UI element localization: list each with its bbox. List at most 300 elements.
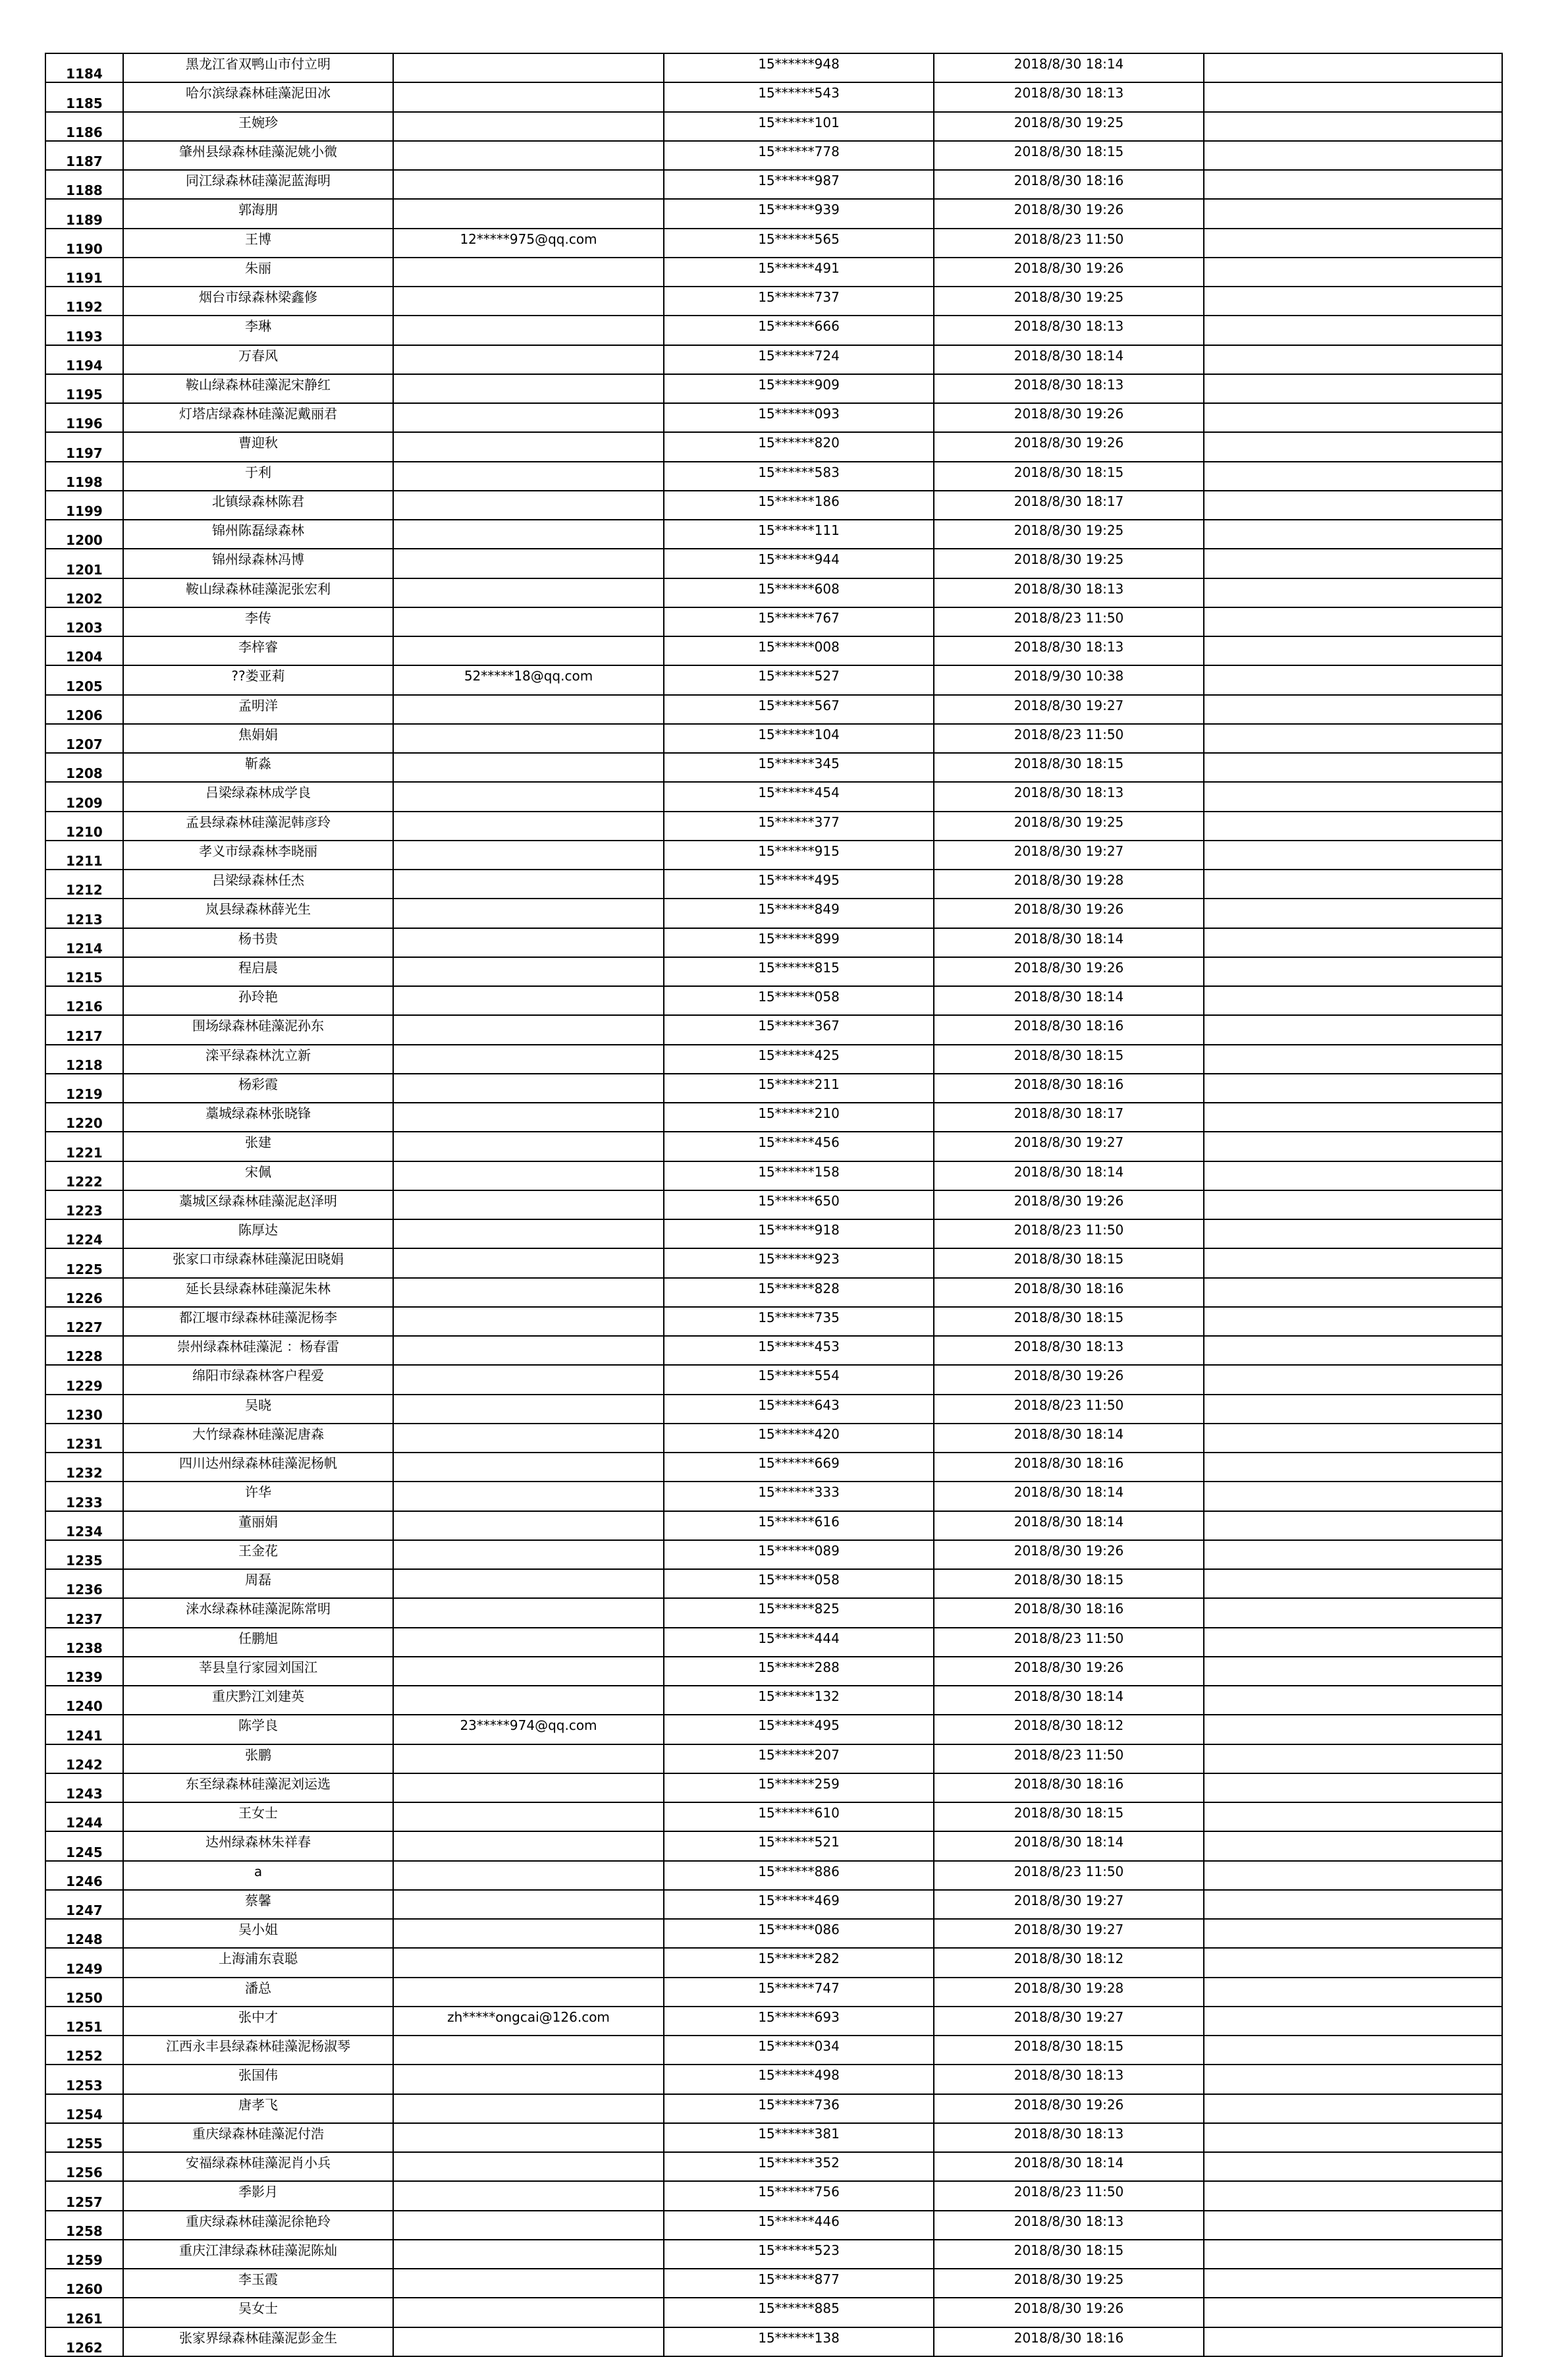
row-number: 1228 — [45, 1336, 123, 1365]
customer-name: 李玉霞 — [123, 2269, 393, 2298]
row-number: 1235 — [45, 1540, 123, 1569]
email-cell — [393, 520, 664, 549]
timestamp-cell: 2018/8/30 18:12 — [934, 1715, 1204, 1744]
row-number: 1225 — [45, 1248, 123, 1277]
phone-cell: 15******333 — [664, 1482, 934, 1511]
row-number: 1192 — [45, 287, 123, 316]
email-cell — [393, 258, 664, 287]
spreadsheet-page — [45, 53, 1501, 2357]
customer-name: 曹迎秋 — [123, 432, 393, 461]
phone-cell: 15******377 — [664, 812, 934, 841]
note-cell — [1204, 1540, 1502, 1569]
phone-cell: 15******554 — [664, 1365, 934, 1394]
row-number: 1184 — [45, 53, 123, 82]
note-cell — [1204, 870, 1502, 899]
timestamp-cell: 2018/8/30 18:16 — [934, 1598, 1204, 1627]
timestamp-cell: 2018/8/30 18:17 — [934, 1103, 1204, 1132]
note-cell — [1204, 1773, 1502, 1802]
timestamp-cell: 2018/8/30 18:14 — [934, 1686, 1204, 1715]
row-number: 1244 — [45, 1802, 123, 1831]
customer-name: 江西永丰县绿森林硅藻泥杨淑琴 — [123, 2036, 393, 2065]
table-row — [45, 753, 1502, 782]
customer-name: 李传 — [123, 607, 393, 636]
table-row — [45, 1569, 1502, 1598]
note-cell — [1204, 753, 1502, 782]
email-cell — [393, 1511, 664, 1540]
phone-cell: 15******207 — [664, 1744, 934, 1773]
table-row — [45, 170, 1502, 199]
customer-name: 唐孝飞 — [123, 2094, 393, 2123]
table-row — [45, 1686, 1502, 1715]
timestamp-cell: 2018/8/23 11:50 — [934, 2181, 1204, 2210]
row-number: 1239 — [45, 1657, 123, 1686]
note-cell — [1204, 812, 1502, 841]
row-number: 1223 — [45, 1190, 123, 1219]
timestamp-cell: 2018/8/30 19:28 — [934, 1978, 1204, 2007]
phone-cell: 15******756 — [664, 2181, 934, 2210]
row-number: 1201 — [45, 549, 123, 578]
row-number: 1258 — [45, 2211, 123, 2240]
note-cell — [1204, 1132, 1502, 1161]
note-cell — [1204, 112, 1502, 141]
timestamp-cell: 2018/8/30 19:25 — [934, 112, 1204, 141]
row-number: 1222 — [45, 1161, 123, 1190]
email-cell — [393, 345, 664, 374]
row-number: 1213 — [45, 899, 123, 928]
email-cell — [393, 1336, 664, 1365]
table-row — [45, 2240, 1502, 2269]
email-cell — [393, 432, 664, 461]
note-cell — [1204, 2269, 1502, 2298]
timestamp-cell: 2018/8/30 18:15 — [934, 1802, 1204, 1831]
note-cell — [1204, 199, 1502, 228]
timestamp-cell: 2018/8/30 18:14 — [934, 53, 1204, 82]
phone-cell: 15******885 — [664, 2298, 934, 2327]
note-cell — [1204, 1657, 1502, 1686]
note-cell — [1204, 1453, 1502, 1482]
timestamp-cell: 2018/8/30 19:26 — [934, 1190, 1204, 1219]
table-row — [45, 841, 1502, 870]
phone-cell: 15******915 — [664, 841, 934, 870]
timestamp-cell: 2018/8/30 18:15 — [934, 141, 1204, 170]
timestamp-cell: 2018/8/30 18:13 — [934, 82, 1204, 111]
timestamp-cell: 2018/8/30 18:13 — [934, 782, 1204, 811]
phone-cell: 15******495 — [664, 1715, 934, 1744]
phone-cell: 15******111 — [664, 520, 934, 549]
email-cell: 52*****18@qq.com — [393, 665, 664, 694]
note-cell — [1204, 578, 1502, 607]
phone-cell: 15******454 — [664, 782, 934, 811]
row-number: 1205 — [45, 665, 123, 694]
row-number: 1237 — [45, 1598, 123, 1627]
phone-cell: 15******288 — [664, 1657, 934, 1686]
note-cell — [1204, 2327, 1502, 2356]
timestamp-cell: 2018/8/30 18:12 — [934, 1948, 1204, 1977]
email-cell: zh*****ongcai@126.com — [393, 2007, 664, 2036]
timestamp-cell: 2018/8/30 18:16 — [934, 1015, 1204, 1044]
timestamp-cell: 2018/8/30 18:13 — [934, 2211, 1204, 2240]
table-row — [45, 1424, 1502, 1453]
customer-name: 张中才 — [123, 2007, 393, 2036]
note-cell — [1204, 928, 1502, 957]
customer-name: 张家界绿森林硅藻泥彭金生 — [123, 2327, 393, 2356]
timestamp-cell: 2018/8/23 11:50 — [934, 1628, 1204, 1657]
row-number: 1254 — [45, 2094, 123, 2123]
timestamp-cell: 2018/8/30 18:16 — [934, 1278, 1204, 1307]
customer-name: 岚县绿森林薛光生 — [123, 899, 393, 928]
records-table-body — [45, 53, 1502, 2356]
email-cell — [393, 112, 664, 141]
table-row — [45, 578, 1502, 607]
row-number: 1257 — [45, 2181, 123, 2210]
table-row — [45, 549, 1502, 578]
customer-name: 肇州县绿森林硅藻泥姚小微 — [123, 141, 393, 170]
row-number: 1209 — [45, 782, 123, 811]
timestamp-cell: 2018/8/30 19:25 — [934, 549, 1204, 578]
phone-cell: 15******034 — [664, 2036, 934, 2065]
phone-cell: 15******944 — [664, 549, 934, 578]
customer-name: 张鹏 — [123, 1744, 393, 1773]
table-row — [45, 82, 1502, 111]
timestamp-cell: 2018/8/30 18:16 — [934, 1453, 1204, 1482]
table-row — [45, 2123, 1502, 2152]
row-number: 1210 — [45, 812, 123, 841]
email-cell — [393, 53, 664, 82]
phone-cell: 15******352 — [664, 2152, 934, 2181]
phone-cell: 15******666 — [664, 316, 934, 345]
row-number: 1255 — [45, 2123, 123, 2152]
row-number: 1196 — [45, 403, 123, 432]
row-number: 1212 — [45, 870, 123, 899]
table-row — [45, 1511, 1502, 1540]
table-row — [45, 491, 1502, 520]
email-cell — [393, 2327, 664, 2356]
email-cell — [393, 870, 664, 899]
customer-name: 吴女士 — [123, 2298, 393, 2327]
email-cell — [393, 1628, 664, 1657]
table-row — [45, 345, 1502, 374]
timestamp-cell: 2018/8/30 18:15 — [934, 1569, 1204, 1598]
table-row — [45, 1715, 1502, 1744]
table-row — [45, 1365, 1502, 1394]
phone-cell: 15******089 — [664, 1540, 934, 1569]
note-cell — [1204, 782, 1502, 811]
phone-cell: 15******737 — [664, 287, 934, 316]
table-row — [45, 2211, 1502, 2240]
row-number: 1240 — [45, 1686, 123, 1715]
note-cell — [1204, 403, 1502, 432]
email-cell — [393, 1657, 664, 1686]
customer-name: 王婉珍 — [123, 112, 393, 141]
customer-name: 宋佩 — [123, 1161, 393, 1190]
row-number: 1211 — [45, 841, 123, 870]
email-cell — [393, 1074, 664, 1103]
timestamp-cell: 2018/8/30 19:25 — [934, 2269, 1204, 2298]
timestamp-cell: 2018/8/30 18:16 — [934, 1773, 1204, 1802]
row-number: 1207 — [45, 724, 123, 753]
note-cell — [1204, 1715, 1502, 1744]
table-row — [45, 1802, 1502, 1831]
phone-cell: 15******886 — [664, 1861, 934, 1890]
phone-cell: 15******259 — [664, 1773, 934, 1802]
table-row — [45, 1978, 1502, 2007]
email-cell — [393, 812, 664, 841]
customer-name: 重庆江津绿森林硅藻泥陈灿 — [123, 2240, 393, 2269]
email-cell — [393, 1015, 664, 1044]
timestamp-cell: 2018/8/30 19:26 — [934, 2298, 1204, 2327]
note-cell — [1204, 724, 1502, 753]
email-cell — [393, 2181, 664, 2210]
timestamp-cell: 2018/8/23 11:50 — [934, 1744, 1204, 1773]
email-cell — [393, 1365, 664, 1394]
customer-name: 崇州绿森林硅藻泥 ：杨春雷 — [123, 1336, 393, 1365]
phone-cell: 15******211 — [664, 1074, 934, 1103]
row-number: 1233 — [45, 1482, 123, 1511]
customer-name: 孟县绿森林硅藻泥韩彦玲 — [123, 812, 393, 841]
timestamp-cell: 2018/8/30 18:14 — [934, 1831, 1204, 1860]
email-cell — [393, 1278, 664, 1307]
phone-cell: 15******523 — [664, 2240, 934, 2269]
timestamp-cell: 2018/8/30 19:25 — [934, 812, 1204, 841]
timestamp-cell: 2018/9/30 10:38 — [934, 665, 1204, 694]
note-cell — [1204, 1831, 1502, 1860]
customer-name: 烟台市绿森林梁鑫修 — [123, 287, 393, 316]
phone-cell: 15******420 — [664, 1424, 934, 1453]
table-row — [45, 1948, 1502, 1977]
row-number: 1204 — [45, 636, 123, 665]
timestamp-cell: 2018/8/30 18:13 — [934, 316, 1204, 345]
table-row — [45, 141, 1502, 170]
phone-cell: 15******444 — [664, 1628, 934, 1657]
email-cell — [393, 928, 664, 957]
row-number: 1185 — [45, 82, 123, 111]
timestamp-cell: 2018/8/30 18:13 — [934, 374, 1204, 403]
timestamp-cell: 2018/8/30 19:27 — [934, 1132, 1204, 1161]
email-cell — [393, 1978, 664, 2007]
timestamp-cell: 2018/8/30 18:15 — [934, 2240, 1204, 2269]
customer-name: 周磊 — [123, 1569, 393, 1598]
note-cell — [1204, 258, 1502, 287]
phone-cell: 15******610 — [664, 1802, 934, 1831]
phone-cell: 15******820 — [664, 432, 934, 461]
timestamp-cell: 2018/8/30 19:26 — [934, 432, 1204, 461]
timestamp-cell: 2018/8/30 18:15 — [934, 2036, 1204, 2065]
phone-cell: 15******669 — [664, 1453, 934, 1482]
note-cell — [1204, 53, 1502, 82]
customer-name: 吕梁绿森林成学良 — [123, 782, 393, 811]
customer-name: 王女士 — [123, 1802, 393, 1831]
timestamp-cell: 2018/8/30 19:26 — [934, 1540, 1204, 1569]
timestamp-cell: 2018/8/30 19:26 — [934, 258, 1204, 287]
table-row — [45, 2298, 1502, 2327]
customer-name: 安福绿森林硅藻泥肖小兵 — [123, 2152, 393, 2181]
row-number: 1203 — [45, 607, 123, 636]
note-cell — [1204, 1598, 1502, 1627]
note-cell — [1204, 986, 1502, 1015]
row-number: 1218 — [45, 1045, 123, 1074]
table-row — [45, 199, 1502, 228]
note-cell — [1204, 170, 1502, 199]
table-row — [45, 2065, 1502, 2094]
email-cell — [393, 1569, 664, 1598]
customer-name: 吴小姐 — [123, 1919, 393, 1948]
email-cell — [393, 2036, 664, 2065]
row-number: 1202 — [45, 578, 123, 607]
customer-name: ??娄亚莉 — [123, 665, 393, 694]
note-cell — [1204, 1424, 1502, 1453]
customer-name: 杨书贵 — [123, 928, 393, 957]
table-row — [45, 2327, 1502, 2356]
table-row — [45, 229, 1502, 258]
email-cell — [393, 1219, 664, 1248]
timestamp-cell: 2018/8/30 18:15 — [934, 1307, 1204, 1336]
phone-cell: 15******643 — [664, 1395, 934, 1424]
note-cell — [1204, 1890, 1502, 1919]
row-number: 1252 — [45, 2036, 123, 2065]
table-row — [45, 2269, 1502, 2298]
row-number: 1260 — [45, 2269, 123, 2298]
timestamp-cell: 2018/8/30 19:25 — [934, 287, 1204, 316]
note-cell — [1204, 432, 1502, 461]
phone-cell: 15******058 — [664, 1569, 934, 1598]
row-number: 1190 — [45, 229, 123, 258]
table-row — [45, 316, 1502, 345]
note-cell — [1204, 1307, 1502, 1336]
timestamp-cell: 2018/8/30 18:14 — [934, 1482, 1204, 1511]
customer-name: 朱丽 — [123, 258, 393, 287]
timestamp-cell: 2018/8/30 18:13 — [934, 578, 1204, 607]
phone-cell: 15******158 — [664, 1161, 934, 1190]
row-number: 1195 — [45, 374, 123, 403]
email-cell — [393, 1831, 664, 1860]
customer-name: 董丽娟 — [123, 1511, 393, 1540]
table-row — [45, 258, 1502, 287]
phone-cell: 15******778 — [664, 141, 934, 170]
phone-cell: 15******469 — [664, 1890, 934, 1919]
table-row — [45, 1482, 1502, 1511]
row-number: 1229 — [45, 1365, 123, 1394]
email-cell — [393, 607, 664, 636]
phone-cell: 15******849 — [664, 899, 934, 928]
customer-name: 程启晨 — [123, 957, 393, 986]
timestamp-cell: 2018/8/30 18:15 — [934, 1045, 1204, 1074]
row-number: 1251 — [45, 2007, 123, 2036]
row-number: 1215 — [45, 957, 123, 986]
note-cell — [1204, 2240, 1502, 2269]
note-cell — [1204, 1919, 1502, 1948]
note-cell — [1204, 2298, 1502, 2327]
timestamp-cell: 2018/8/30 19:28 — [934, 870, 1204, 899]
note-cell — [1204, 1628, 1502, 1657]
email-cell — [393, 287, 664, 316]
table-row — [45, 1831, 1502, 1860]
table-row — [45, 899, 1502, 928]
note-cell — [1204, 636, 1502, 665]
row-number: 1242 — [45, 1744, 123, 1773]
phone-cell: 15******425 — [664, 1045, 934, 1074]
timestamp-cell: 2018/8/30 19:26 — [934, 2094, 1204, 2123]
phone-cell: 15******747 — [664, 1978, 934, 2007]
phone-cell: 15******923 — [664, 1248, 934, 1277]
table-row — [45, 870, 1502, 899]
customer-name: 焦娟娟 — [123, 724, 393, 753]
customer-name: 延长县绿森林硅藻泥朱林 — [123, 1278, 393, 1307]
timestamp-cell: 2018/8/30 18:15 — [934, 462, 1204, 491]
phone-cell: 15******381 — [664, 2123, 934, 2152]
customer-name: 重庆绿森林硅藻泥徐艳玲 — [123, 2211, 393, 2240]
table-row — [45, 1453, 1502, 1482]
timestamp-cell: 2018/8/30 18:14 — [934, 1161, 1204, 1190]
customer-name: 东至绿森林硅藻泥刘运选 — [123, 1773, 393, 1802]
note-cell — [1204, 316, 1502, 345]
row-number: 1243 — [45, 1773, 123, 1802]
customer-name: 吕梁绿森林任杰 — [123, 870, 393, 899]
customer-name: 鞍山绿森林硅藻泥宋静红 — [123, 374, 393, 403]
note-cell — [1204, 1045, 1502, 1074]
row-number: 1248 — [45, 1919, 123, 1948]
timestamp-cell: 2018/8/30 18:13 — [934, 1336, 1204, 1365]
table-row — [45, 1161, 1502, 1190]
note-cell — [1204, 82, 1502, 111]
email-cell — [393, 491, 664, 520]
table-row — [45, 2181, 1502, 2210]
email-cell — [393, 82, 664, 111]
phone-cell: 15******186 — [664, 491, 934, 520]
table-row — [45, 1103, 1502, 1132]
customer-name: 郭海朋 — [123, 199, 393, 228]
note-cell — [1204, 1161, 1502, 1190]
phone-cell: 15******948 — [664, 53, 934, 82]
phone-cell: 15******918 — [664, 1219, 934, 1248]
table-row — [45, 1861, 1502, 1890]
note-cell — [1204, 957, 1502, 986]
customer-name: 张建 — [123, 1132, 393, 1161]
timestamp-cell: 2018/8/23 11:50 — [934, 607, 1204, 636]
email-cell: 23*****974@qq.com — [393, 1715, 664, 1744]
timestamp-cell: 2018/8/30 19:27 — [934, 695, 1204, 724]
customer-name: 潘总 — [123, 1978, 393, 2007]
note-cell — [1204, 1248, 1502, 1277]
table-row — [45, 462, 1502, 491]
row-number: 1220 — [45, 1103, 123, 1132]
timestamp-cell: 2018/8/30 19:26 — [934, 899, 1204, 928]
email-cell — [393, 1802, 664, 1831]
row-number: 1206 — [45, 695, 123, 724]
table-row — [45, 1598, 1502, 1627]
email-cell — [393, 549, 664, 578]
timestamp-cell: 2018/8/23 11:50 — [934, 229, 1204, 258]
timestamp-cell: 2018/8/30 19:26 — [934, 1657, 1204, 1686]
customer-name: 重庆绿森林硅藻泥付浩 — [123, 2123, 393, 2152]
customer-name: 北镇绿森林陈君 — [123, 491, 393, 520]
row-number: 1232 — [45, 1453, 123, 1482]
note-cell — [1204, 1948, 1502, 1977]
note-cell — [1204, 287, 1502, 316]
note-cell — [1204, 2036, 1502, 2065]
customer-name: 大竹绿森林硅藻泥唐森 — [123, 1424, 393, 1453]
timestamp-cell: 2018/8/30 18:13 — [934, 2123, 1204, 2152]
email-cell — [393, 986, 664, 1015]
phone-cell: 15******616 — [664, 1511, 934, 1540]
customer-name: 达州绿森林朱祥春 — [123, 1831, 393, 1860]
email-cell — [393, 199, 664, 228]
phone-cell: 15******608 — [664, 578, 934, 607]
customer-name: 李梓睿 — [123, 636, 393, 665]
note-cell — [1204, 1686, 1502, 1715]
phone-cell: 15******521 — [664, 1831, 934, 1860]
timestamp-cell: 2018/8/30 18:13 — [934, 2065, 1204, 2094]
customer-name: 藁城区绿森林硅藻泥赵泽明 — [123, 1190, 393, 1219]
